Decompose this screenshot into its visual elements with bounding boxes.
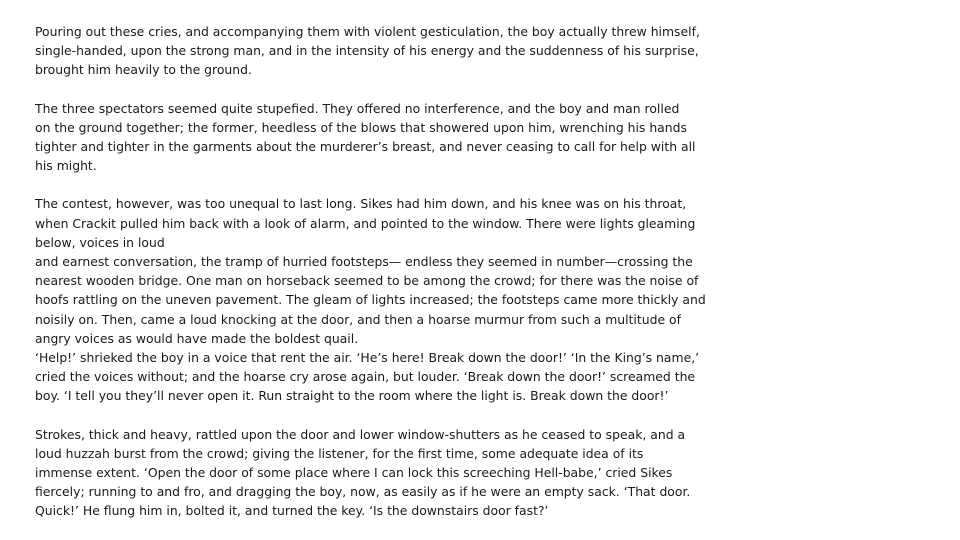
paragraph-3 — [35, 194, 735, 405]
paragraph-2 — [35, 99, 735, 176]
text-line: hoofs rattling on the uneven pavement. The gleam of lights increased; the footsteps came more thickly and — [35, 292, 706, 308]
text-line: immense extent. ‘Open the door of some place where I can lock this screeching Hell-babe,’ cried Sikes — [35, 465, 673, 481]
text-line: boy. ‘I tell you they’ll never open it. Run straight to the room where the light is. Break down the door!’ — [35, 388, 669, 404]
text-line: when Crackit pulled him back with a look of alarm, and pointed to the window. There were lights gleaming — [35, 215, 696, 231]
text-line: tighter and tighter in the garments about the murderer’s breast, and never ceasing to call for help with all — [35, 139, 696, 155]
paragraph-spacer — [35, 80, 735, 99]
text-line: and earnest conversation, the tramp of hurried footsteps— endless they seemed in number—crossing the — [35, 254, 693, 270]
paragraph-4 — [35, 425, 735, 521]
text-line: loud huzzah burst from the crowd; giving the listener, for the first time, some adequate idea of its — [35, 445, 644, 461]
paragraph-1 — [35, 22, 735, 80]
text-line: below, voices in loud — [35, 234, 165, 250]
text-line: brought him heavily to the ground. — [35, 62, 252, 78]
text-line: The contest, however, was too unequal to last long. Sikes had him down, and his knee was on his throat, — [35, 196, 687, 212]
text-line: Strokes, thick and heavy, rattled upon the door and lower window-shutters as he ceased to speak, and a — [35, 426, 686, 442]
paragraph-spacer — [35, 175, 735, 194]
text-line: his might. — [35, 158, 97, 174]
paragraph-spacer — [35, 406, 735, 425]
text-line: cried the voices without; and the hoarse cry arose again, but louder. ‘Break down the door!’ screamed the — [35, 369, 696, 385]
text-line: Pouring out these cries, and accompanying them with violent gesticulation, the boy actually threw himself, — [35, 24, 700, 39]
text-line: nearest wooden bridge. One man on horseback seemed to be among the crowd; for there was the noise of — [35, 273, 699, 289]
text-line: Quick!’ He flung him in, bolted it, and turned the key. ‘Is the downstairs door fast?’ — [35, 503, 549, 519]
text-line: fiercely; running to and fro, and dragging the boy, now, as easily as if he were an empty sack. ‘That door. — [35, 484, 691, 500]
text-line: noisily on. Then, came a loud knocking at the door, and then a hoarse murmur from such a multitude of — [35, 311, 681, 327]
text-line: on the ground together; the former, heedless of the blows that showered upon him, wrenching his hands — [35, 119, 687, 135]
text-line: angry voices as would have made the boldest quail. — [35, 330, 359, 346]
document-page — [35, 22, 735, 521]
text-line: single-handed, upon the strong man, and in the intensity of his energy and the suddenness of his surprise, — [35, 43, 699, 59]
text-line: ‘Help!’ shrieked the boy in a voice that rent the air. ‘He’s here! Break down the door!’ ‘In the King’s name,’ — [35, 350, 700, 366]
text-line: The three spectators seemed quite stupefied. They offered no interference, and the boy and man rolled — [35, 100, 680, 116]
